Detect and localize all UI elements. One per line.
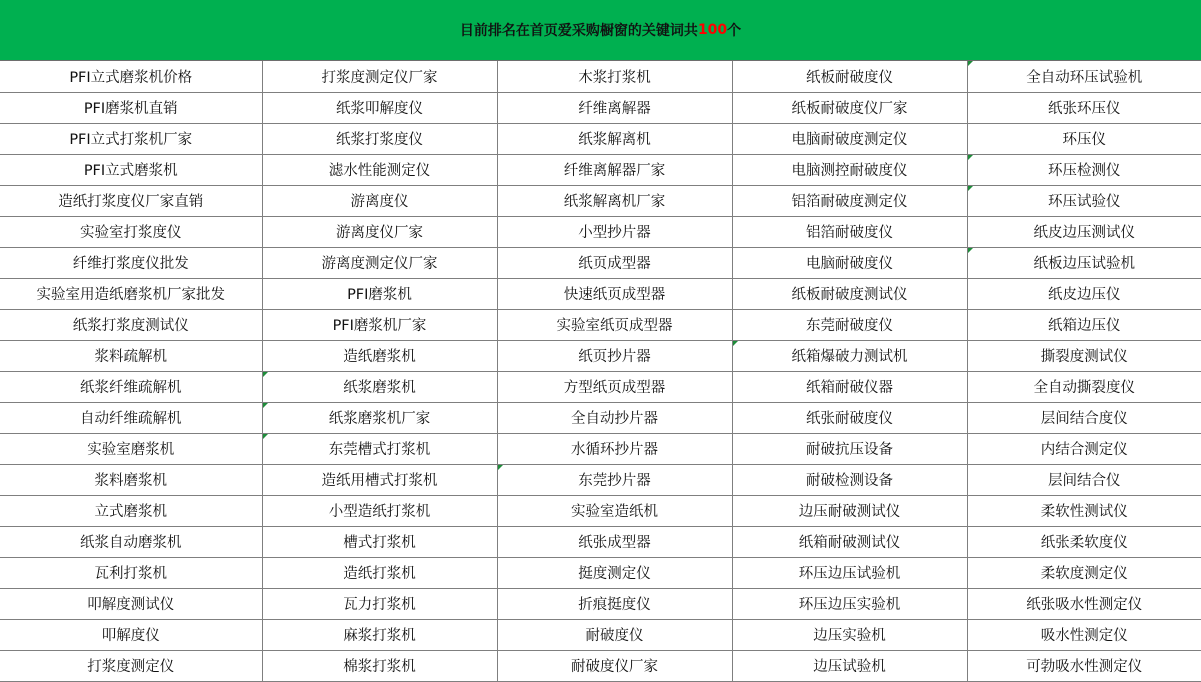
keyword-cell: 纸浆叩解度仪 bbox=[262, 92, 497, 123]
keyword-cell: 耐破度仪 bbox=[497, 619, 732, 650]
keyword-cell: 造纸用槽式打浆机 bbox=[262, 464, 497, 495]
keyword-cell: 东莞抄片器 bbox=[497, 464, 732, 495]
keyword-cell: 纸浆磨浆机 bbox=[262, 371, 497, 402]
keyword-cell: 电脑测控耐破度仪 bbox=[732, 154, 967, 185]
keyword-cell: 纸皮边压仪 bbox=[967, 278, 1201, 309]
title-suffix: 个 bbox=[727, 23, 742, 39]
table-row bbox=[0, 495, 1201, 526]
keyword-cell: PFI磨浆机 bbox=[262, 278, 497, 309]
keyword-cell: 实验室造纸机 bbox=[497, 495, 732, 526]
table-row bbox=[0, 526, 1201, 557]
keyword-cell: 自动纤维疏解机 bbox=[0, 402, 262, 433]
keyword-cell: 快速纸页成型器 bbox=[497, 278, 732, 309]
keyword-cell: PFI磨浆机直销 bbox=[0, 92, 262, 123]
keyword-table-body bbox=[0, 61, 1201, 681]
table-row bbox=[0, 61, 1201, 92]
keyword-cell: 层间结合度仪 bbox=[967, 402, 1201, 433]
keyword-cell: 瓦利打浆机 bbox=[0, 557, 262, 588]
keyword-cell: 纸板边压试验机 bbox=[967, 247, 1201, 278]
keyword-cell: 棉浆打浆机 bbox=[262, 650, 497, 681]
page-title-banner bbox=[0, 0, 1201, 61]
keyword-cell: 纸浆打浆度测试仪 bbox=[0, 309, 262, 340]
keyword-cell: 环压边压试验机 bbox=[732, 557, 967, 588]
keyword-cell: 打浆度测定仪 bbox=[0, 650, 262, 681]
table-row bbox=[0, 619, 1201, 650]
keyword-cell: 纸页成型器 bbox=[497, 247, 732, 278]
keyword-cell: 木浆打浆机 bbox=[497, 61, 732, 92]
table-row bbox=[0, 371, 1201, 402]
keyword-cell: 纸箱耐破仪器 bbox=[732, 371, 967, 402]
keyword-cell: 吸水性测定仪 bbox=[967, 619, 1201, 650]
keyword-cell: 叩解度测试仪 bbox=[0, 588, 262, 619]
keyword-cell: 纸浆打浆度仪 bbox=[262, 123, 497, 154]
keyword-cell: 纸皮边压测试仪 bbox=[967, 216, 1201, 247]
keyword-cell: 纤维离解器 bbox=[497, 92, 732, 123]
keyword-cell: 纸板耐破度仪厂家 bbox=[732, 92, 967, 123]
keyword-cell: 边压试验机 bbox=[732, 650, 967, 681]
keyword-cell: 耐破抗压设备 bbox=[732, 433, 967, 464]
keyword-cell: 纸张环压仪 bbox=[967, 92, 1201, 123]
keyword-cell: 纸浆解离机 bbox=[497, 123, 732, 154]
keyword-cell: 柔软度测定仪 bbox=[967, 557, 1201, 588]
keyword-cell: 全自动环压试验机 bbox=[967, 61, 1201, 92]
keyword-cell: 耐破检测设备 bbox=[732, 464, 967, 495]
keyword-cell: 纸浆纤维疏解机 bbox=[0, 371, 262, 402]
keyword-cell: 实验室打浆度仪 bbox=[0, 216, 262, 247]
keyword-cell: 边压耐破测试仪 bbox=[732, 495, 967, 526]
keyword-cell: 柔软性测试仪 bbox=[967, 495, 1201, 526]
table-row bbox=[0, 154, 1201, 185]
keyword-cell: 小型造纸打浆机 bbox=[262, 495, 497, 526]
keyword-cell: 实验室用造纸磨浆机厂家批发 bbox=[0, 278, 262, 309]
keyword-cell: 小型抄片器 bbox=[497, 216, 732, 247]
keyword-cell: 槽式打浆机 bbox=[262, 526, 497, 557]
keyword-cell: 折痕挺度仪 bbox=[497, 588, 732, 619]
keyword-cell: 游离度仪 bbox=[262, 185, 497, 216]
table-row bbox=[0, 340, 1201, 371]
keyword-cell: 纤维打浆度仪批发 bbox=[0, 247, 262, 278]
keyword-cell: 纸浆解离机厂家 bbox=[497, 185, 732, 216]
keyword-cell: 纸浆自动磨浆机 bbox=[0, 526, 262, 557]
keyword-cell: PFI立式磨浆机 bbox=[0, 154, 262, 185]
keyword-cell: 叩解度仪 bbox=[0, 619, 262, 650]
table-row bbox=[0, 309, 1201, 340]
table-row bbox=[0, 278, 1201, 309]
keyword-cell: 造纸打浆度仪厂家直销 bbox=[0, 185, 262, 216]
table-row bbox=[0, 557, 1201, 588]
keyword-cell: 浆料磨浆机 bbox=[0, 464, 262, 495]
keyword-cell: 浆料疏解机 bbox=[0, 340, 262, 371]
keyword-cell: 水循环抄片器 bbox=[497, 433, 732, 464]
keyword-table bbox=[0, 61, 1201, 682]
keyword-cell: 打浆度测定仪厂家 bbox=[262, 61, 497, 92]
keyword-cell: PFI立式磨浆机价格 bbox=[0, 61, 262, 92]
table-row bbox=[0, 402, 1201, 433]
table-row bbox=[0, 464, 1201, 495]
keyword-cell: 铝箔耐破度测定仪 bbox=[732, 185, 967, 216]
table-row bbox=[0, 588, 1201, 619]
table-row bbox=[0, 123, 1201, 154]
keyword-cell: 环压检测仪 bbox=[967, 154, 1201, 185]
keyword-cell: 方型纸页成型器 bbox=[497, 371, 732, 402]
keyword-cell: 游离度仪厂家 bbox=[262, 216, 497, 247]
keyword-cell: 全自动撕裂度仪 bbox=[967, 371, 1201, 402]
keyword-cell: 内结合测定仪 bbox=[967, 433, 1201, 464]
keyword-cell: 挺度测定仪 bbox=[497, 557, 732, 588]
keyword-cell: 麻浆打浆机 bbox=[262, 619, 497, 650]
keyword-count: 100 bbox=[697, 22, 728, 38]
keyword-cell: 撕裂度测试仪 bbox=[967, 340, 1201, 371]
title-prefix: 目前排名在首页爱采购橱窗的关键词共 bbox=[459, 23, 698, 39]
keyword-cell: 纸张吸水性测定仪 bbox=[967, 588, 1201, 619]
keyword-cell: 东莞槽式打浆机 bbox=[262, 433, 497, 464]
table-row bbox=[0, 216, 1201, 247]
keyword-cell: 立式磨浆机 bbox=[0, 495, 262, 526]
keyword-cell: 纤维离解器厂家 bbox=[497, 154, 732, 185]
keyword-cell: 纸浆磨浆机厂家 bbox=[262, 402, 497, 433]
keyword-cell: 铝箔耐破度仪 bbox=[732, 216, 967, 247]
keyword-cell: 纸板耐破度测试仪 bbox=[732, 278, 967, 309]
keyword-cell: 纸张柔软度仪 bbox=[967, 526, 1201, 557]
table-row bbox=[0, 433, 1201, 464]
keyword-cell: 环压仪 bbox=[967, 123, 1201, 154]
keyword-cell: PFI磨浆机厂家 bbox=[262, 309, 497, 340]
table-row bbox=[0, 92, 1201, 123]
keyword-cell: 全自动抄片器 bbox=[497, 402, 732, 433]
keyword-cell: 纸板耐破度仪 bbox=[732, 61, 967, 92]
keyword-cell: 纸箱爆破力测试机 bbox=[732, 340, 967, 371]
keyword-cell: 瓦力打浆机 bbox=[262, 588, 497, 619]
keyword-cell: 边压实验机 bbox=[732, 619, 967, 650]
table-row bbox=[0, 247, 1201, 278]
keyword-cell: 东莞耐破度仪 bbox=[732, 309, 967, 340]
keyword-cell: 电脑耐破度仪 bbox=[732, 247, 967, 278]
keyword-cell: 实验室纸页成型器 bbox=[497, 309, 732, 340]
keyword-cell: 游离度测定仪厂家 bbox=[262, 247, 497, 278]
keyword-cell: 纸箱耐破测试仪 bbox=[732, 526, 967, 557]
table-row bbox=[0, 650, 1201, 681]
keyword-cell: 环压试验仪 bbox=[967, 185, 1201, 216]
keyword-cell: 滤水性能测定仪 bbox=[262, 154, 497, 185]
keyword-cell: 层间结合仪 bbox=[967, 464, 1201, 495]
table-row bbox=[0, 185, 1201, 216]
keyword-cell: 纸箱边压仪 bbox=[967, 309, 1201, 340]
keyword-cell: 实验室磨浆机 bbox=[0, 433, 262, 464]
keyword-cell: 耐破度仪厂家 bbox=[497, 650, 732, 681]
keyword-cell: PFI立式打浆机厂家 bbox=[0, 123, 262, 154]
keyword-cell: 纸张耐破度仪 bbox=[732, 402, 967, 433]
keyword-cell: 造纸打浆机 bbox=[262, 557, 497, 588]
keyword-cell: 纸页抄片器 bbox=[497, 340, 732, 371]
keyword-cell: 造纸磨浆机 bbox=[262, 340, 497, 371]
keyword-cell: 纸张成型器 bbox=[497, 526, 732, 557]
keyword-cell: 环压边压实验机 bbox=[732, 588, 967, 619]
keyword-cell: 可勃吸水性测定仪 bbox=[967, 650, 1201, 681]
keyword-cell: 电脑耐破度测定仪 bbox=[732, 123, 967, 154]
